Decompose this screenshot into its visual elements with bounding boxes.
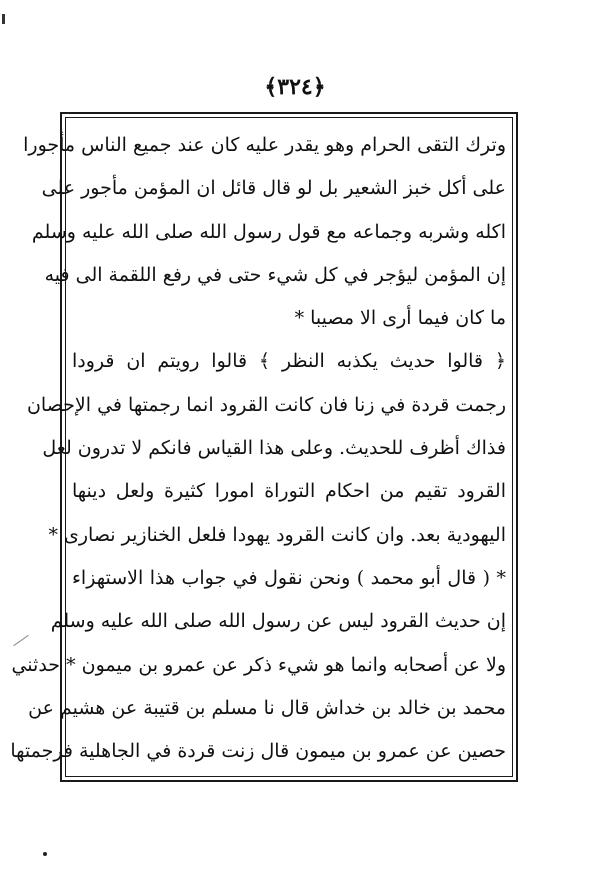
body-text [10, 124, 506, 773]
scan-dot [43, 852, 47, 856]
text-line: إن المؤمن ليؤجر في كل شيء حتى في رفع اللقمة الى فيه [44, 263, 506, 286]
text-line: ما كان فيما أرى الا مصيبا * [294, 307, 506, 330]
text-line: ﴿ قالوا حديث يكذبه النظر ﴾ قالوا رويتم ان قرودا [72, 350, 506, 373]
page-number: ﴿٣٢٤﴾ [264, 74, 326, 100]
text-line: وترك التقى الحرام وهو يقدر عليه كان عند جميع الناس مأجورا [23, 134, 506, 156]
text-line: على أكل خبز الشعير بل لو قال قائل ان المؤمن مأجور على [41, 177, 506, 200]
text-line: محمد بن خالد بن خداش قال نا مسلم بن قتيبة عن هشيم عن [28, 696, 506, 719]
text-line: القرود تقيم من احكام التوراة امورا كثيرة ولعل دينها [72, 480, 506, 503]
text-line: اليهودية بعد. وان كانت القرود يهودا فلعل الخنازير نصارى * [48, 523, 506, 546]
text-line: حصين عن عمرو بن ميمون قال زنت قردة في الجاهلية فرجمتها [10, 740, 506, 763]
text-line: * ( قال أبو محمد ) ونحن نقول في جواب هذا الاستهزاء [72, 566, 506, 589]
text-line: إن حديث القرود ليس عن رسول الله صلى الله عليه وسلم [50, 610, 506, 633]
corner-scan-mark [2, 14, 5, 24]
text-line: فذاك أظرف للحديث. وعلى هذا القياس فانكم لا تدرون لعل [42, 437, 506, 460]
text-line: اكله وشربه وجماعه مع قول رسول الله صلى الله عليه وسلم [31, 220, 506, 243]
text-line: رجمت قردة في زنا فان كانت القرود انما رجمتها في الإحصان [26, 393, 506, 416]
text-line: ولا عن أصحابه وانما هو شيء ذكر عن عمرو بن ميمون * حدثني [11, 653, 506, 676]
